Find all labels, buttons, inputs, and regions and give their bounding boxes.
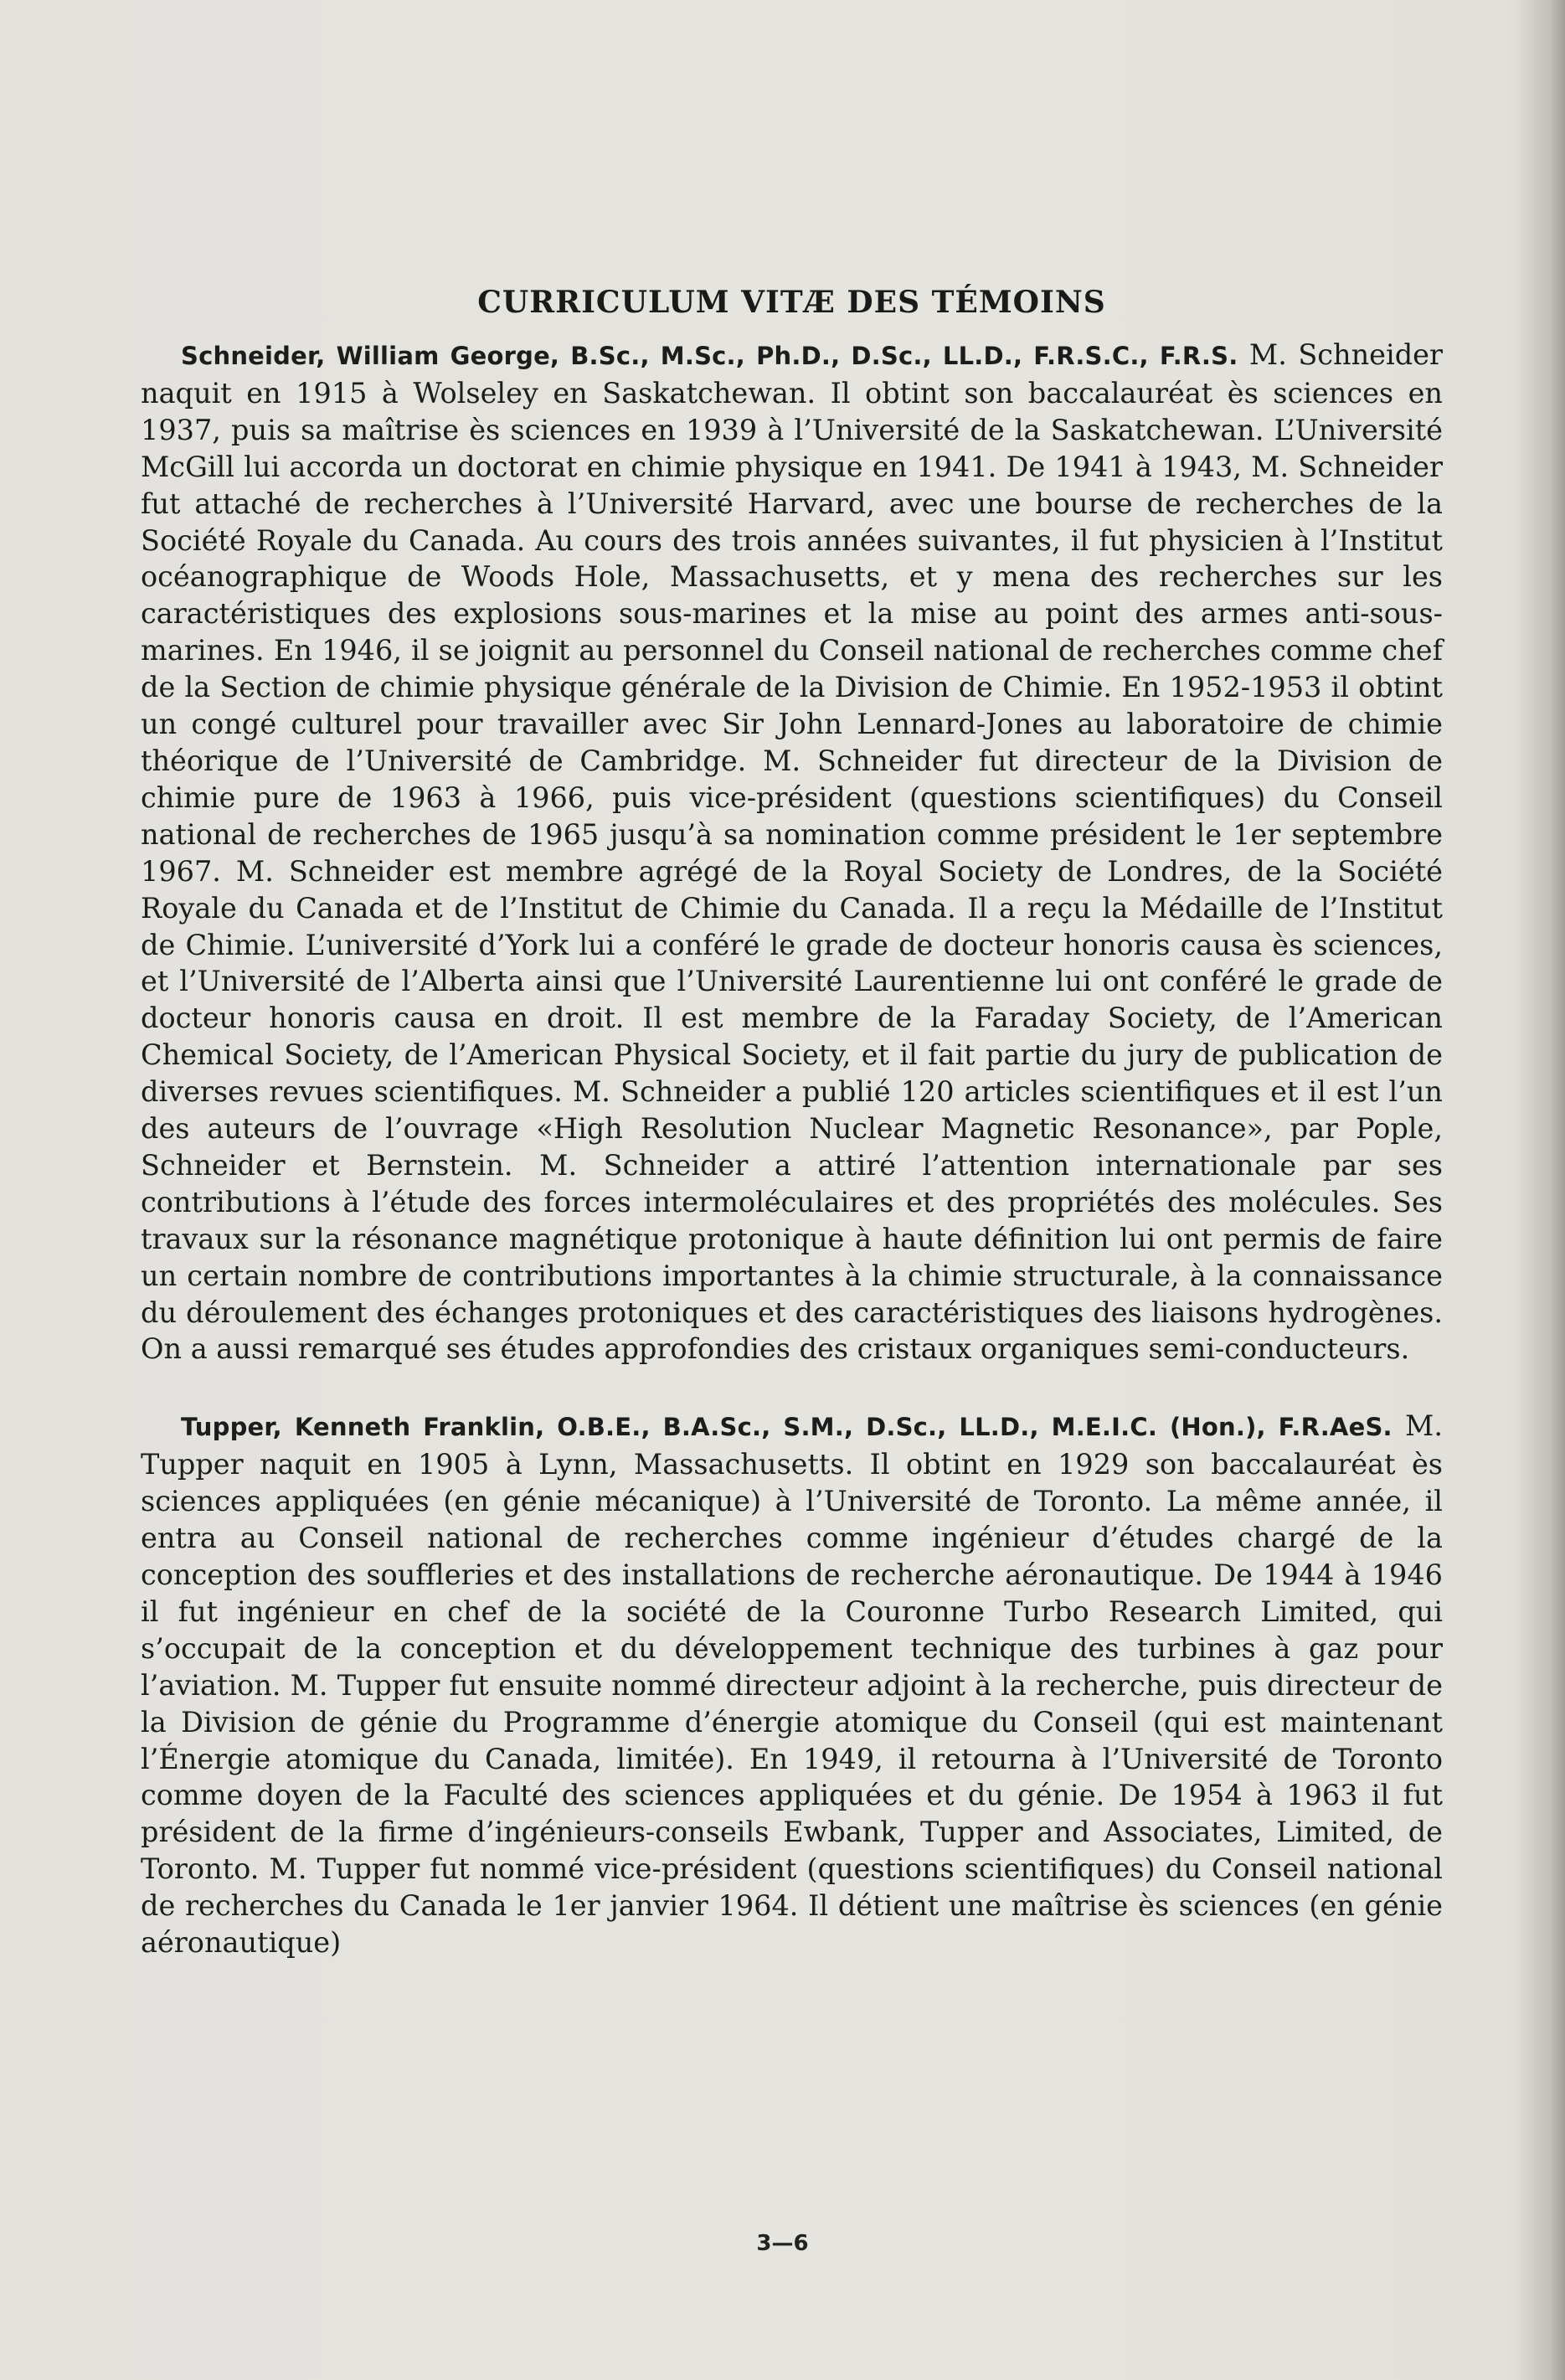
document-title: CURRICULUM VITÆ DES TÉMOINS — [477, 285, 1106, 320]
entry-paragraph — [141, 337, 1443, 1368]
binding-edge-shadow — [1515, 0, 1565, 2380]
page-number: 3—6 — [756, 2231, 809, 2256]
document-body — [141, 285, 1443, 1961]
witness-name: Tupper, Kenneth Franklin, O.B.E., B.A.Sc., S.M., D.Sc., LL.D., M.E.I.C. (Hon.), F.R.AeS. — [181, 1413, 1393, 1442]
witness-entry-schneider — [141, 337, 1443, 1368]
witness-biography: M. Tupper naquit en 1905 à Lynn, Massachusetts. Il obtint en 1929 son baccalauréat ès sciences appliquées (en génie mécanique) à l’Université de Toronto. La même année, il entra au Conseil national de recherches comme ingénieur d’études chargé de la conception des souffleries et des installations de recherche aéronautique. De 1944 à 1946 il fut ingénieur en chef de la société de la Couronne Turbo Research Limited, qui s’occupait de la conception et du développement technique des turbines à gaz pour l’aviation. M. Tupper fut ensuite nommé directeur adjoint à la recherche, puis directeur de la Division de génie du Programme d’énergie atomique du Conseil (qui est maintenant l’Énergie atomique du Canada, limitée). En 1949, il retourna à l’Université de Toronto comme doyen de la Faculté des sciences appliquées et du génie. De 1954 à 1963 il fut président de la firme d’ingénieurs-conseils Ewbank, Tupper and Associates, Limited, de Toronto. M. Tupper fut nommé vice-président (questions scientifiques) du Conseil national de recherches du Canada le 1er janvier 1964. Il détient une maîtrise ès sciences (en génie aéronautique) — [141, 1409, 1443, 1960]
witness-biography: M. Schneider naquit en 1915 à Wolseley en Saskatchewan. Il obtint son baccalauréat ès sciences en 1937, puis sa maîtrise ès sciences en 1939 à l’Université de la Saskatchewan. L’Université McGill lui accorda un doctorat en chimie physique en 1941. De 1941 à 1943, M. Schneider fut attaché de recherches à l’Université Harvard, avec une bourse de recherches de la Société Royale du Canada. Au cours des trois années suivantes, il fut physicien à l’Institut océanographique de Woods Hole, Massachusetts, et y mena des recherches sur les caractéristiques des explosions sous-marines et la mise au point des armes anti-sous-marines. En 1946, il se joignit au personnel du Conseil national de recherches comme chef de la Section de chimie physique générale de la Division de Chimie. En 1952-1953 il obtint un congé culturel pour travailler avec Sir John Lennard-Jones au laboratoire de chimie théorique de l’Université de Cambridge. M. Schneider fut directeur de la Division de chimie pure de 1963 à 1966, puis vice-président (questions scientifiques) du Conseil national de recherches de 1965 jusqu’à sa nomination comme président le 1er septembre 1967. M. Schneider est membre agrégé de la Royal Society de Londres, de la Société Royale du Canada et de l’Institut de Chimie du Canada. Il a reçu la Médaille de l’Institut de Chimie. L’université d’York lui a conféré le grade de docteur honoris causa ès sciences, et l’Université de l’Alberta ainsi que l’Université Laurentienne lui ont conféré le grade de docteur honoris causa en droit. Il est membre de la Faraday Society, de l’American Chemical Society, de l’American Physical Society, et il fait partie du jury de publication de diverses revues scientifiques. M. Schneider a publié 120 articles scientifiques et il est l’un des auteurs de l’ouvrage «High Resolution Nuclear Magnetic Resonance», par Pople, Schneider et Bernstein. M. Schneider a attiré l’attention internationale par ses contributions à l’étude des forces intermoléculaires et des propriétés des molécules. Ses travaux sur la résonance magnétique protonique à haute définition lui ont permis de faire un certain nombre de contributions importantes à la chimie structurale, à la connaissance du déroulement des échanges protoniques et des caractéristiques des liaisons hydrogènes. On a aussi remarqué ses études approfondies des cristaux organiques semi-conducteurs. — [141, 338, 1444, 1366]
entry-paragraph — [141, 1408, 1443, 1961]
witness-entry-tupper — [141, 1408, 1443, 1961]
witness-name: Schneider, William George, B.Sc., M.Sc., Ph.D., D.Sc., LL.D., F.R.S.C., F.R.S. — [181, 342, 1238, 370]
